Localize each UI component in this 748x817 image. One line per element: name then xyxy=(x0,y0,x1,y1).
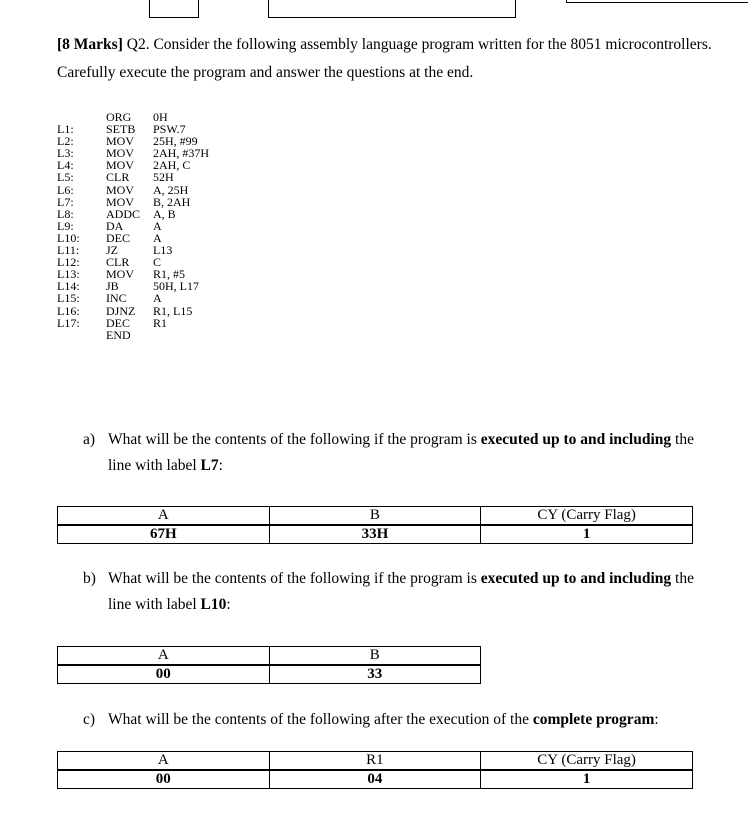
code-mnemonic: MOV xyxy=(106,194,135,209)
code-label: L14: xyxy=(57,279,80,294)
part-b-value-row xyxy=(58,665,481,684)
top-box-left xyxy=(149,0,199,18)
part-b-header-a: A xyxy=(58,647,270,666)
code-operands: A xyxy=(153,291,162,306)
code-line xyxy=(57,292,209,304)
part-c-bold: complete program xyxy=(532,711,655,728)
part-a-line2: line with label xyxy=(108,457,201,474)
code-operands: C xyxy=(153,255,162,270)
code-label: L17: xyxy=(57,315,80,330)
part-c-value-a: 00 xyxy=(58,770,270,789)
code-label: L5: xyxy=(57,170,74,185)
code-operands: 52H xyxy=(153,170,174,185)
code-label xyxy=(57,329,106,341)
code-line xyxy=(57,317,209,329)
code-label: L4: xyxy=(57,158,74,173)
part-b-bold: executed up to and including xyxy=(480,570,672,587)
code-label: L12: xyxy=(57,255,80,270)
part-b-value-a: 00 xyxy=(58,665,270,684)
question-intro: Q2. Consider the following assembly language program written for the 8051 microcontrollers. Carefully execute the program and answer the questions at the end. xyxy=(57,36,712,81)
part-c-header-cy: CY (Carry Flag) xyxy=(481,752,693,771)
code-label: L16: xyxy=(57,303,80,318)
part-a-value-a: 67H xyxy=(58,525,270,544)
part-a-question xyxy=(83,427,743,479)
code-operands: 0H xyxy=(153,110,168,124)
code-line xyxy=(57,244,209,256)
code-mnemonic: CLR xyxy=(106,170,130,185)
code-line xyxy=(57,159,209,171)
code-label: L9: xyxy=(57,218,74,233)
code-operands: L13 xyxy=(153,243,173,258)
code-mnemonic: ORG xyxy=(106,110,132,124)
code-operands: PSW.7 xyxy=(153,122,186,137)
code-mnemonic: MOV xyxy=(106,182,135,197)
code-operands: B, 2AH xyxy=(153,194,191,209)
code-operands: A, 25H xyxy=(153,182,189,197)
code-line xyxy=(57,171,209,183)
code-mnemonic: INC xyxy=(106,291,127,306)
part-a-value-cy: 1 xyxy=(481,525,693,544)
code-line xyxy=(57,305,209,317)
part-c-question xyxy=(83,707,743,733)
code-mnemonic: DJNZ xyxy=(106,303,136,318)
part-c-value-cy: 1 xyxy=(481,770,693,789)
part-c-table xyxy=(57,751,693,789)
code-mnemonic: DEC xyxy=(106,315,130,330)
part-a-header-b: B xyxy=(269,507,481,526)
part-a-header-cy: CY (Carry Flag) xyxy=(481,507,693,526)
code-operands: R1, L15 xyxy=(153,303,193,318)
question-text xyxy=(57,31,737,87)
part-a-text-end: the xyxy=(671,431,694,448)
code-label: L10: xyxy=(57,230,80,245)
code-mnemonic: MOV xyxy=(106,146,135,161)
code-label: L13: xyxy=(57,267,80,282)
code-line xyxy=(57,220,209,232)
part-a-label: L7 xyxy=(200,457,219,474)
part-c-letter: c) xyxy=(83,711,96,728)
part-c-header-r1: R1 xyxy=(269,752,481,771)
part-b-header-b: B xyxy=(269,647,481,666)
code-label: L3: xyxy=(57,146,74,161)
code-mnemonic: CLR xyxy=(106,255,130,270)
code-mnemonic: JB xyxy=(106,279,119,294)
part-a-table xyxy=(57,506,693,544)
code-operands: 25H, #99 xyxy=(153,134,198,149)
part-a-text: What will be the contents of the following if the program is xyxy=(108,431,481,448)
code-mnemonic: SETB xyxy=(106,122,136,137)
code-operands: R1, #5 xyxy=(153,267,186,282)
code-mnemonic: DA xyxy=(106,218,124,233)
code-line xyxy=(57,329,209,341)
code-mnemonic: DEC xyxy=(106,230,130,245)
code-mnemonic: ADDC xyxy=(106,206,141,221)
code-mnemonic: JZ xyxy=(106,243,118,258)
part-b-table xyxy=(57,646,481,684)
top-box-middle xyxy=(268,0,516,18)
code-label: L2: xyxy=(57,134,74,149)
code-label: L8: xyxy=(57,206,74,221)
code-operands: A xyxy=(153,218,162,233)
part-b-header-row xyxy=(58,647,481,666)
code-operands: A xyxy=(153,230,162,245)
part-a-letter: a) xyxy=(83,431,96,448)
part-c-text: What will be the contents of the following after the execution of the xyxy=(108,711,533,728)
code-line xyxy=(57,232,209,244)
part-b-colon: : xyxy=(226,596,231,613)
part-c-value-row xyxy=(58,770,693,789)
part-c-header-a: A xyxy=(58,752,270,771)
code-mnemonic: MOV xyxy=(106,158,135,173)
part-a-header-a: A xyxy=(58,507,270,526)
code-mnemonic: MOV xyxy=(106,267,135,282)
marks-label: [8 Marks] xyxy=(57,36,123,53)
part-c-value-r1: 04 xyxy=(269,770,481,789)
code-label: L1: xyxy=(57,122,74,137)
assembly-code-listing xyxy=(57,111,209,341)
code-operands: 50H, L17 xyxy=(153,279,199,294)
code-label: L11: xyxy=(57,243,80,258)
part-b-value-b: 33 xyxy=(269,665,481,684)
part-b-question xyxy=(83,566,743,618)
part-b-label: L10 xyxy=(200,596,227,613)
code-label: L6: xyxy=(57,182,74,197)
part-b-text-end: the xyxy=(671,570,694,587)
part-b-line2: line with label xyxy=(108,596,201,613)
code-operands: 2AH, #37H xyxy=(153,146,209,161)
code-mnemonic: MOV xyxy=(106,134,135,149)
code-label: L7: xyxy=(57,194,74,209)
part-a-colon: : xyxy=(218,457,223,474)
code-line xyxy=(57,196,209,208)
top-box-right xyxy=(566,0,748,3)
code-operands: 2AH, C xyxy=(153,158,191,173)
part-c-header-row xyxy=(58,752,693,771)
part-a-value-row xyxy=(58,525,693,544)
code-mnemonic: END xyxy=(106,327,131,342)
part-a-header-row xyxy=(58,507,693,526)
part-b-letter: b) xyxy=(83,570,96,587)
code-label: L15: xyxy=(57,291,80,306)
part-b-text: What will be the contents of the following if the program is xyxy=(108,570,481,587)
code-line xyxy=(57,280,209,292)
code-operands: R1 xyxy=(153,315,168,330)
code-line xyxy=(57,208,209,220)
part-a-bold: executed up to and including xyxy=(480,431,672,448)
part-c-colon: : xyxy=(654,711,659,728)
part-a-value-b: 33H xyxy=(269,525,481,544)
code-line xyxy=(57,184,209,196)
code-operands: A, B xyxy=(153,206,176,221)
